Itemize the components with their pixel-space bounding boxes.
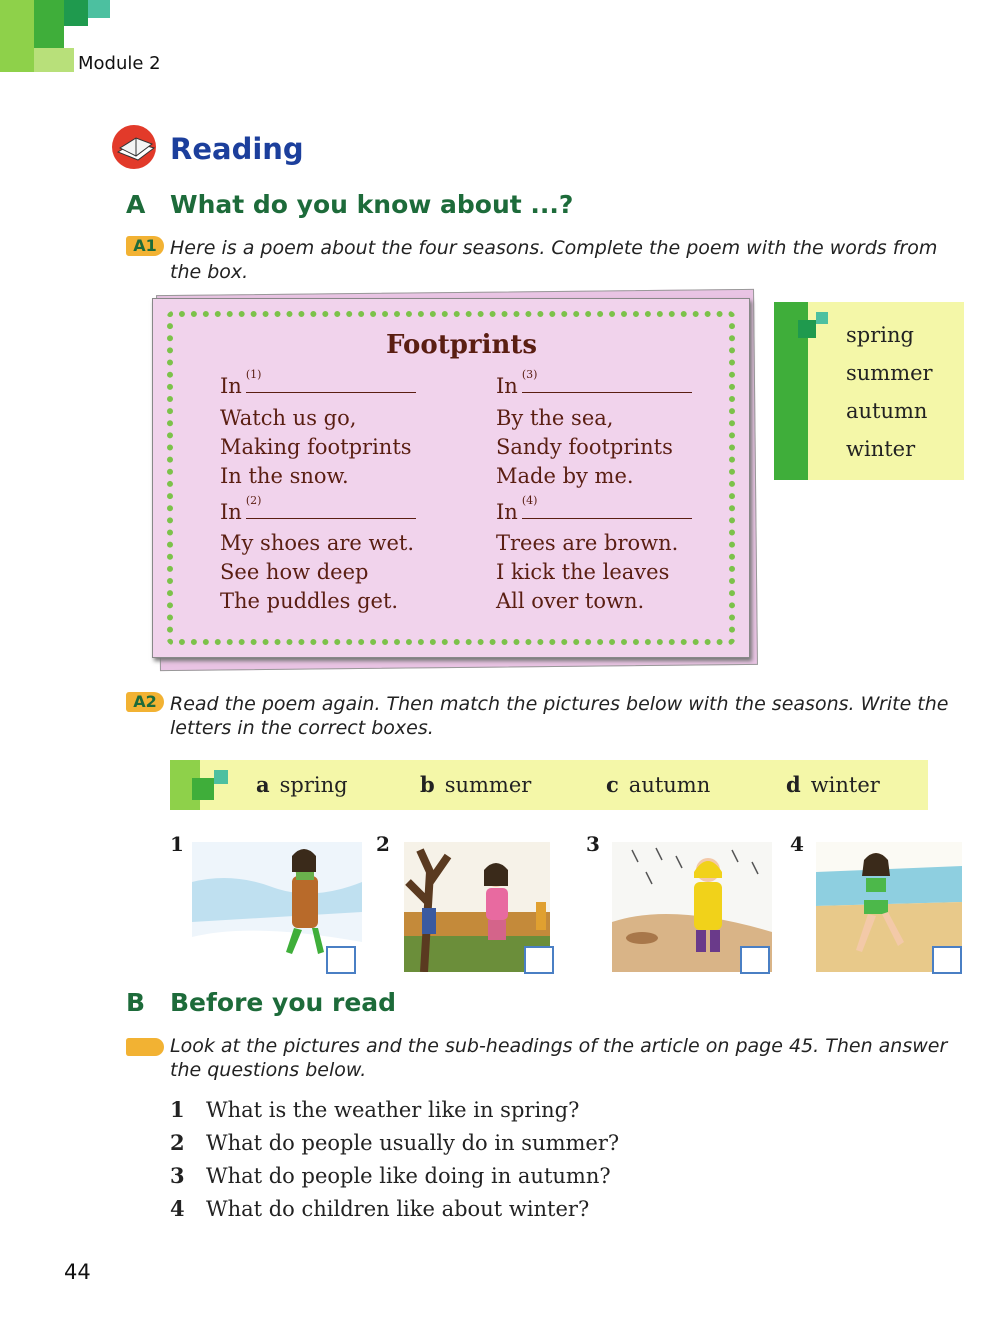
answer-box-2[interactable] (524, 946, 554, 974)
page-number: 44 (64, 1260, 91, 1284)
question-item: 4 What do children like about winter? (170, 1196, 590, 1221)
season-option-d: d winter (786, 772, 880, 797)
answer-box-1[interactable] (326, 946, 356, 974)
poem-stanza-2-first-line: In (2) (220, 500, 416, 524)
poem-line: Made by me. (496, 464, 634, 488)
word-box-item: autumn (846, 399, 928, 423)
question-item: 2 What do people usually do in summer? (170, 1130, 620, 1155)
season-option-b: b summer (420, 772, 532, 797)
section-a-title: What do you know about ...? (170, 190, 574, 219)
poem-stanza-3-first-line: In (3) (496, 374, 692, 398)
blank-4[interactable]: (4) (522, 504, 692, 519)
picture-number: 1 (170, 832, 184, 856)
poem-line: All over town. (496, 589, 645, 613)
poem-line: Making footprints (220, 435, 412, 459)
poem-line: Trees are brown. (496, 531, 679, 555)
word-box-item: summer (846, 361, 933, 385)
season-option-a: a spring (256, 772, 348, 797)
answer-box-4[interactable] (932, 946, 962, 974)
question-item: 3 What do people like doing in autumn? (170, 1163, 611, 1188)
a2-instruction: Read the poem again. Then match the pictures below with the seasons. Write the letters in the correct boxes. (170, 693, 949, 739)
b-tag (126, 1038, 164, 1056)
book-icon (108, 122, 164, 172)
b-instruction: Look at the pictures and the sub-headings of the article on page 45. Then answer the questions below. (170, 1035, 948, 1081)
poem-line: By the sea, (496, 406, 614, 430)
blank-3[interactable]: (3) (522, 378, 692, 393)
blank-1[interactable]: (1) (246, 378, 416, 393)
poem-line: See how deep (220, 560, 369, 584)
poem-line: I kick the leaves (496, 560, 670, 584)
question-item: 1 What is the weather like in spring? (170, 1097, 580, 1122)
a1-instruction: Here is a poem about the four seasons. Complete the poem with the words from the box. (170, 237, 938, 283)
picture-number: 2 (376, 832, 390, 856)
section-b-letter: B (126, 988, 146, 1017)
word-box-item: spring (846, 323, 914, 347)
poem-title: Footprints (386, 330, 538, 360)
picture-number: 3 (586, 832, 600, 856)
poem-line: Watch us go, (220, 406, 357, 430)
a1-tag: A1 (126, 236, 164, 256)
season-option-c: c autumn (606, 772, 711, 797)
answer-box-3[interactable] (740, 946, 770, 974)
section-title: Reading (170, 132, 304, 166)
section-b-title: Before you read (170, 988, 397, 1017)
poem-line: Sandy footprints (496, 435, 673, 459)
picture-number: 4 (790, 832, 804, 856)
poem-stanza-1-first-line: In (1) (220, 374, 416, 398)
word-box-item: winter (846, 437, 916, 461)
blank-2[interactable]: (2) (246, 504, 416, 519)
module-label: Module 2 (78, 53, 161, 74)
section-a-letter: A (126, 190, 146, 219)
poem-stanza-4-first-line: In (4) (496, 500, 692, 524)
poem-line: In the snow. (220, 464, 349, 488)
a2-tag: A2 (126, 692, 164, 712)
poem-line: The puddles get. (220, 589, 399, 613)
poem-line: My shoes are wet. (220, 531, 415, 555)
